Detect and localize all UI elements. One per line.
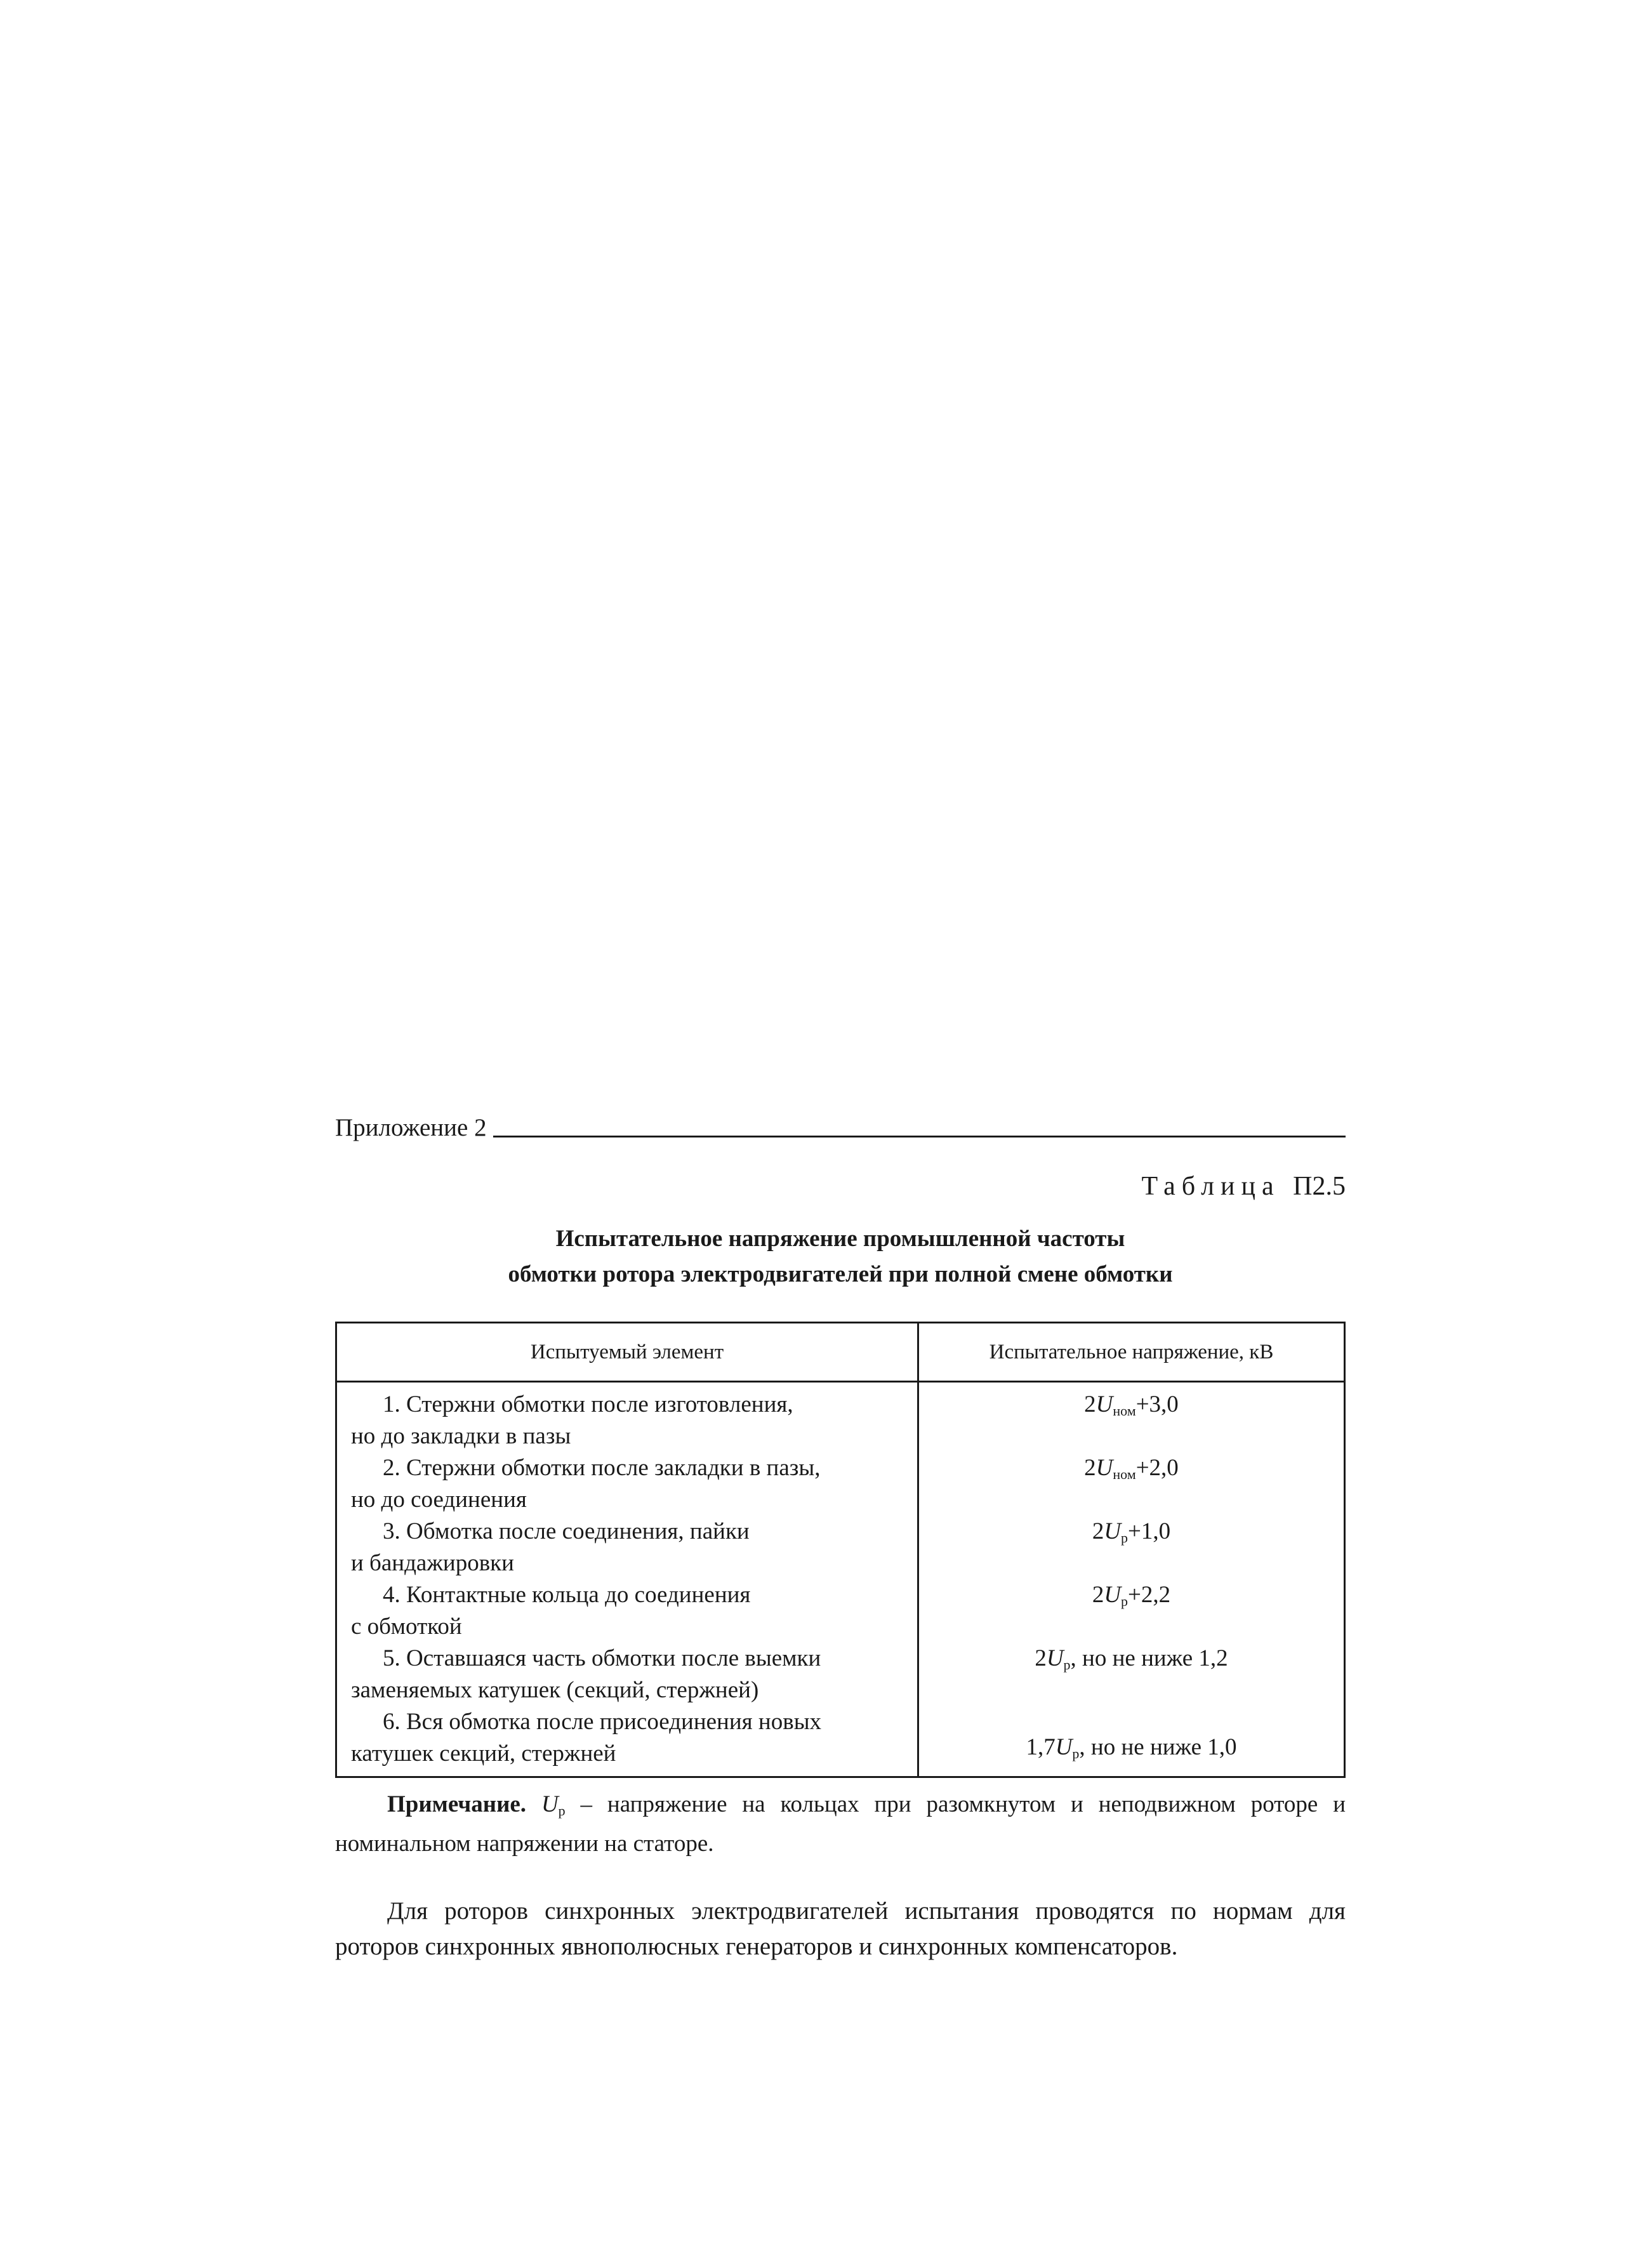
voltage-symbol: U (1046, 1645, 1064, 1671)
voltage-subscript: р (1121, 1593, 1129, 1609)
table-number-label (335, 1173, 1346, 1200)
voltage-symbol: U (1104, 1518, 1122, 1544)
voltage-cell (918, 1452, 1345, 1516)
voltage-rest: +1,0 (1128, 1518, 1171, 1544)
voltage-coef: 2 (1084, 1455, 1096, 1481)
element-line: заменяемых катушек (секций, стержней) (351, 1677, 759, 1703)
appendix-label: Приложение 2 (335, 1115, 493, 1140)
element-line: с обмоткой (351, 1614, 462, 1640)
header-tested-element: Испытуемый элемент (336, 1323, 918, 1382)
voltage-rest: , но не ниже 1,0 (1079, 1734, 1237, 1760)
voltage-subscript: ном (1113, 1403, 1136, 1419)
voltage-cell (918, 1643, 1345, 1706)
element-cell (336, 1706, 918, 1777)
note-label: Примечание. (387, 1791, 527, 1817)
voltage-subscript: ном (1113, 1466, 1136, 1482)
table-word: Таблица (1141, 1172, 1280, 1201)
table-note (335, 1788, 1346, 1860)
table-title (335, 1221, 1346, 1292)
element-line: но до соединения (351, 1487, 527, 1513)
element-line: и бандажировки (351, 1550, 514, 1576)
voltage-coef: 2 (1092, 1518, 1104, 1544)
voltage-coef: 2 (1035, 1645, 1047, 1671)
element-line: 1. Стержни обмотки после изготовления, (383, 1391, 793, 1417)
table-title-line-1: Испытательное напряжение промышленной частоты (555, 1226, 1125, 1252)
voltage-symbol: U (1055, 1734, 1073, 1760)
voltage-coef: 2 (1092, 1582, 1104, 1608)
voltage-rest: +2,2 (1128, 1582, 1171, 1608)
voltage-symbol: U (1096, 1391, 1113, 1417)
element-cell (336, 1382, 918, 1453)
element-line: 3. Обмотка после соединения, пайки (383, 1518, 750, 1544)
voltage-subscript: р (1121, 1530, 1129, 1546)
voltage-rest: +3,0 (1135, 1391, 1179, 1417)
element-cell (336, 1579, 918, 1643)
element-line: 5. Оставшаяся часть обмотки после выемки (383, 1645, 821, 1671)
header-test-voltage: Испытательное напряжение, кВ (918, 1323, 1345, 1382)
element-line: 6. Вся обмотка после присоединения новых (383, 1709, 822, 1735)
voltage-cell (918, 1516, 1345, 1579)
voltage-coef: 1,7 (1026, 1734, 1056, 1760)
element-cell (336, 1452, 918, 1516)
table-row (336, 1382, 1345, 1453)
voltage-rest: , но не ниже 1,2 (1070, 1645, 1228, 1671)
table-row (336, 1516, 1345, 1579)
element-line: 2. Стержни обмотки после закладки в пазы, (383, 1455, 821, 1481)
element-line: 4. Контактные кольца до соединения (383, 1582, 751, 1608)
voltage-subscript: р (1072, 1746, 1080, 1761)
voltage-symbol: U (1104, 1582, 1122, 1608)
voltage-subscript: р (1063, 1657, 1071, 1673)
document-body (335, 1104, 1346, 1989)
table-header-row (336, 1323, 1345, 1382)
voltage-rest: +2,0 (1135, 1455, 1179, 1481)
page-header (335, 1104, 1346, 1145)
element-line: но до закладки в пазы (351, 1423, 571, 1449)
voltage-cell (918, 1382, 1345, 1453)
voltage-coef: 2 (1084, 1391, 1096, 1417)
table-title-line-2: обмотки ротора электродвигателей при полной смене обмотки (508, 1261, 1173, 1287)
note-subscript: р (558, 1803, 566, 1819)
voltage-cell (918, 1706, 1345, 1777)
table-number: П2.5 (1293, 1172, 1346, 1201)
voltage-symbol: U (1096, 1455, 1113, 1481)
element-cell (336, 1643, 918, 1706)
table-row (336, 1452, 1345, 1516)
body-paragraph: Для роторов синхронных электродвигателей испытания проводятся по нормам для роторов синхронных явнополюсных генераторов и синхронных компенсаторов. (335, 1897, 1346, 1960)
note-text: – напряжение на кольцах при разомкнутом и неподвижном роторе и номинальном напряжении на статоре. (335, 1791, 1346, 1857)
test-voltage-table (335, 1322, 1346, 1778)
element-line: катушек секций, стержней (351, 1741, 616, 1767)
voltage-cell (918, 1579, 1345, 1643)
element-cell (336, 1516, 918, 1579)
table-row (336, 1706, 1345, 1777)
note-symbol: U (541, 1791, 559, 1817)
table-row (336, 1643, 1345, 1706)
table-row (336, 1579, 1345, 1643)
